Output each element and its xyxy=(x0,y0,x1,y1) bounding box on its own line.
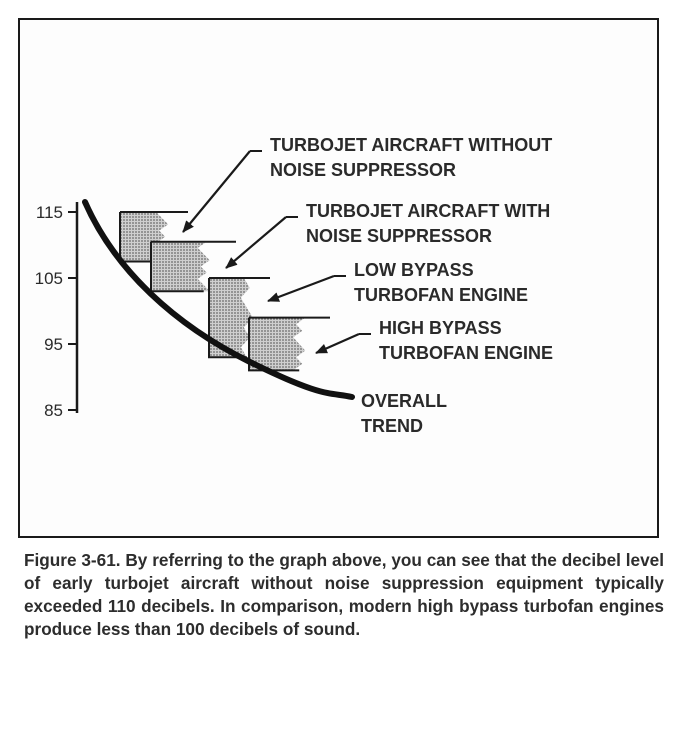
series-label-line: TURBOFAN ENGINE xyxy=(354,285,529,305)
series-label-line: TURBOJET AIRCRAFT WITHOUT xyxy=(270,135,553,155)
leader-arrow xyxy=(183,151,250,232)
y-tick-label: 105 xyxy=(34,269,63,288)
series-label-line: TURBOFAN ENGINE xyxy=(379,343,554,363)
trend-label-line: OVERALL xyxy=(361,391,448,411)
y-axis xyxy=(35,202,77,420)
series-label-line: NOISE SUPPRESSOR xyxy=(270,160,457,180)
y-tick-group xyxy=(35,203,77,420)
leader-arrow xyxy=(268,276,334,301)
series-label-line: HIGH BYPASS xyxy=(379,318,502,338)
figure-caption: Figure 3-61. By referring to the graph above, you can see that the decibel level of early turbojet aircraft without noise suppression equipment typically exceeded 110 decibels. In comparison, modern high bypass turbofan engines produce less than 100 decibels of sound. xyxy=(24,550,664,639)
y-tick-label: 115 xyxy=(35,203,63,222)
y-tick-label: 95 xyxy=(44,335,63,354)
series-label-line: TURBOJET AIRCRAFT WITH xyxy=(306,201,551,221)
leader-arrow xyxy=(316,334,359,353)
series-label-line: LOW BYPASS xyxy=(354,260,474,280)
trend-label-line: TREND xyxy=(361,416,423,436)
series-label-line: NOISE SUPPRESSOR xyxy=(306,226,493,246)
y-tick-label: 85 xyxy=(44,401,63,420)
range-fill xyxy=(151,242,210,292)
